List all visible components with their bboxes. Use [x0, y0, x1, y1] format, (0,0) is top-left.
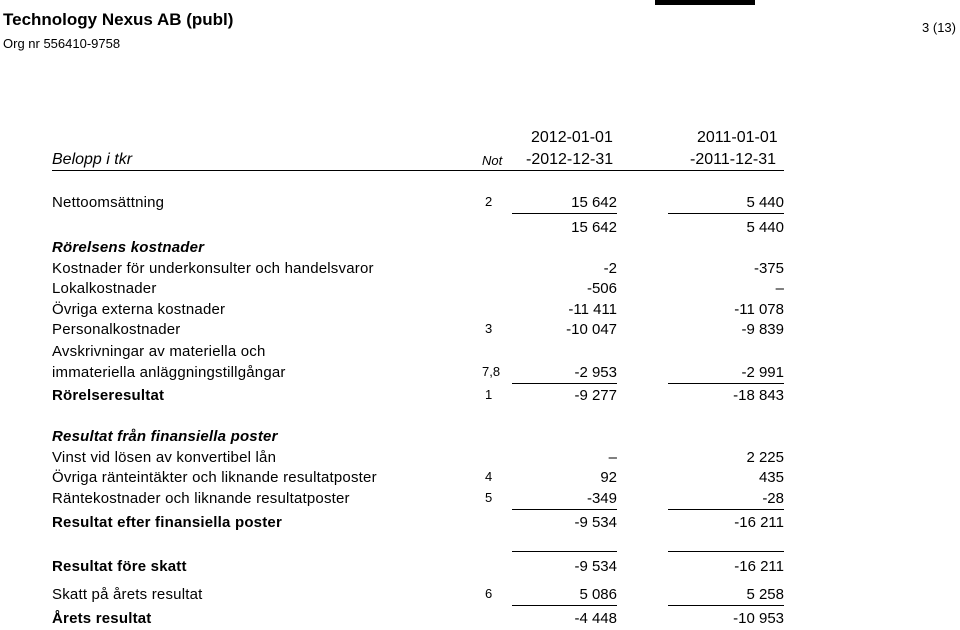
- row-value-2011: 5 440: [746, 219, 784, 236]
- row-value-2011: -28: [762, 490, 784, 507]
- row-value-2012: -10 047: [566, 321, 617, 338]
- row-value-2011: 5 440: [746, 194, 784, 211]
- row-value-2011: -16 211: [734, 558, 784, 575]
- row-label: Övriga externa kostnader: [52, 301, 226, 318]
- underline-2011: [668, 605, 784, 606]
- note-column-label: Not: [482, 153, 503, 168]
- section-operating-costs: [0, 239, 960, 259]
- row-value-2012: 92: [600, 469, 617, 486]
- row-value-2011: -10 953: [733, 610, 784, 627]
- row-value-2011: -11 078: [734, 301, 784, 318]
- org-number: Org nr 556410-9758: [3, 36, 121, 51]
- row-resultat-efter-finansiella: [0, 514, 960, 534]
- row-value-2011: -375: [753, 260, 784, 277]
- underline-2012: [512, 383, 617, 384]
- row-nettoomsattning: [0, 194, 960, 214]
- row-resultat-fore-skatt: [0, 558, 960, 578]
- row-note: 1: [485, 387, 493, 402]
- row-value-2012: -506: [586, 280, 617, 297]
- row-value-2012: 15 642: [571, 194, 617, 211]
- row-label: Kostnader för underkonsulter och handelsvaror: [52, 260, 374, 277]
- row-value-2012: -9 277: [574, 387, 617, 404]
- row-note: 6: [485, 586, 493, 601]
- overline-2012: [512, 551, 617, 552]
- row-avskrivningar-line1: [0, 343, 960, 363]
- row-value-2012: -9 534: [574, 558, 617, 575]
- amount-label: Belopp i tkr: [52, 151, 133, 168]
- row-value-2011: 435: [758, 469, 784, 486]
- underline-2011: [668, 213, 784, 214]
- row-value-2011: -2 991: [741, 364, 784, 381]
- row-personalkostnader: [0, 321, 960, 341]
- section-heading: Rörelsens kostnader: [52, 239, 205, 256]
- row-label: Räntekostnader och liknande resultatposter: [52, 490, 350, 507]
- row-value-2012: -4 448: [574, 610, 617, 627]
- row-value-2011: -18 843: [733, 387, 784, 404]
- row-value-2012: -2: [603, 260, 617, 277]
- row-value-2012: -349: [586, 490, 617, 507]
- top-rule: [655, 0, 755, 5]
- row-note: 5: [485, 490, 493, 505]
- row-skatt: [0, 586, 960, 606]
- section-financial-items: [0, 428, 960, 448]
- row-lokalkostnader: [0, 280, 960, 300]
- row-value-2011: 2 225: [746, 449, 784, 466]
- row-ranteintakter: [0, 469, 960, 489]
- row-value-2012: -2 953: [574, 364, 617, 381]
- row-vinst-losen: [0, 449, 960, 469]
- row-label: Resultat före skatt: [52, 558, 187, 575]
- row-underkonsulter: [0, 260, 960, 280]
- row-note: 2: [485, 194, 493, 209]
- period2-to: -2011-12-31: [690, 151, 776, 168]
- period1-to: -2012-12-31: [526, 151, 614, 168]
- row-value-2012: -11 411: [568, 301, 617, 318]
- underline-2011: [668, 383, 784, 384]
- row-value-2011: –: [775, 280, 784, 297]
- row-note: 7,8: [482, 364, 501, 379]
- row-avskrivningar-line2: [0, 364, 960, 384]
- row-value-2012: –: [608, 449, 617, 466]
- section-heading: Resultat från finansiella poster: [52, 428, 278, 445]
- row-value-2011: -16 211: [734, 514, 784, 531]
- period2-from: 2011-01-01: [697, 129, 778, 146]
- row-rantekostnader: [0, 490, 960, 510]
- row-value-2011: -9 839: [741, 321, 784, 338]
- row-label: Övriga ränteintäkter och liknande resultatposter: [52, 469, 377, 486]
- underline-2012: [512, 213, 617, 214]
- underline-2011: [668, 509, 784, 510]
- row-label: Rörelseresultat: [52, 387, 165, 404]
- row-subtotal: [0, 219, 960, 239]
- header-rule: [52, 170, 784, 171]
- row-label: Avskrivningar av materiella och: [52, 343, 266, 360]
- row-arets-resultat: [0, 610, 960, 630]
- row-value-2012: -9 534: [574, 514, 617, 531]
- row-value-2012: 15 642: [571, 219, 617, 236]
- row-label: Vinst vid lösen av konvertibel lån: [52, 449, 277, 466]
- row-label: Skatt på årets resultat: [52, 586, 203, 603]
- row-value-2011: 5 258: [746, 586, 784, 603]
- row-value-2012: 5 086: [579, 586, 617, 603]
- row-label: Årets resultat: [52, 610, 152, 627]
- row-label: Lokalkostnader: [52, 280, 157, 297]
- page-number: 3 (13): [922, 20, 956, 35]
- underline-2012: [512, 509, 617, 510]
- period1-from: 2012-01-01: [531, 129, 613, 146]
- row-note: 4: [485, 469, 493, 484]
- row-rorelseresultat: [0, 387, 960, 407]
- row-label: Personalkostnader: [52, 321, 181, 338]
- row-note: 3: [485, 321, 493, 336]
- underline-2012: [512, 605, 617, 606]
- row-label: immateriella anläggningstillgångar: [52, 364, 286, 381]
- overline-2011: [668, 551, 784, 552]
- row-ovriga-externa: [0, 301, 960, 321]
- company-name: Technology Nexus AB (publ): [3, 10, 234, 29]
- row-label: Resultat efter finansiella poster: [52, 514, 282, 531]
- row-label: Nettoomsättning: [52, 194, 165, 211]
